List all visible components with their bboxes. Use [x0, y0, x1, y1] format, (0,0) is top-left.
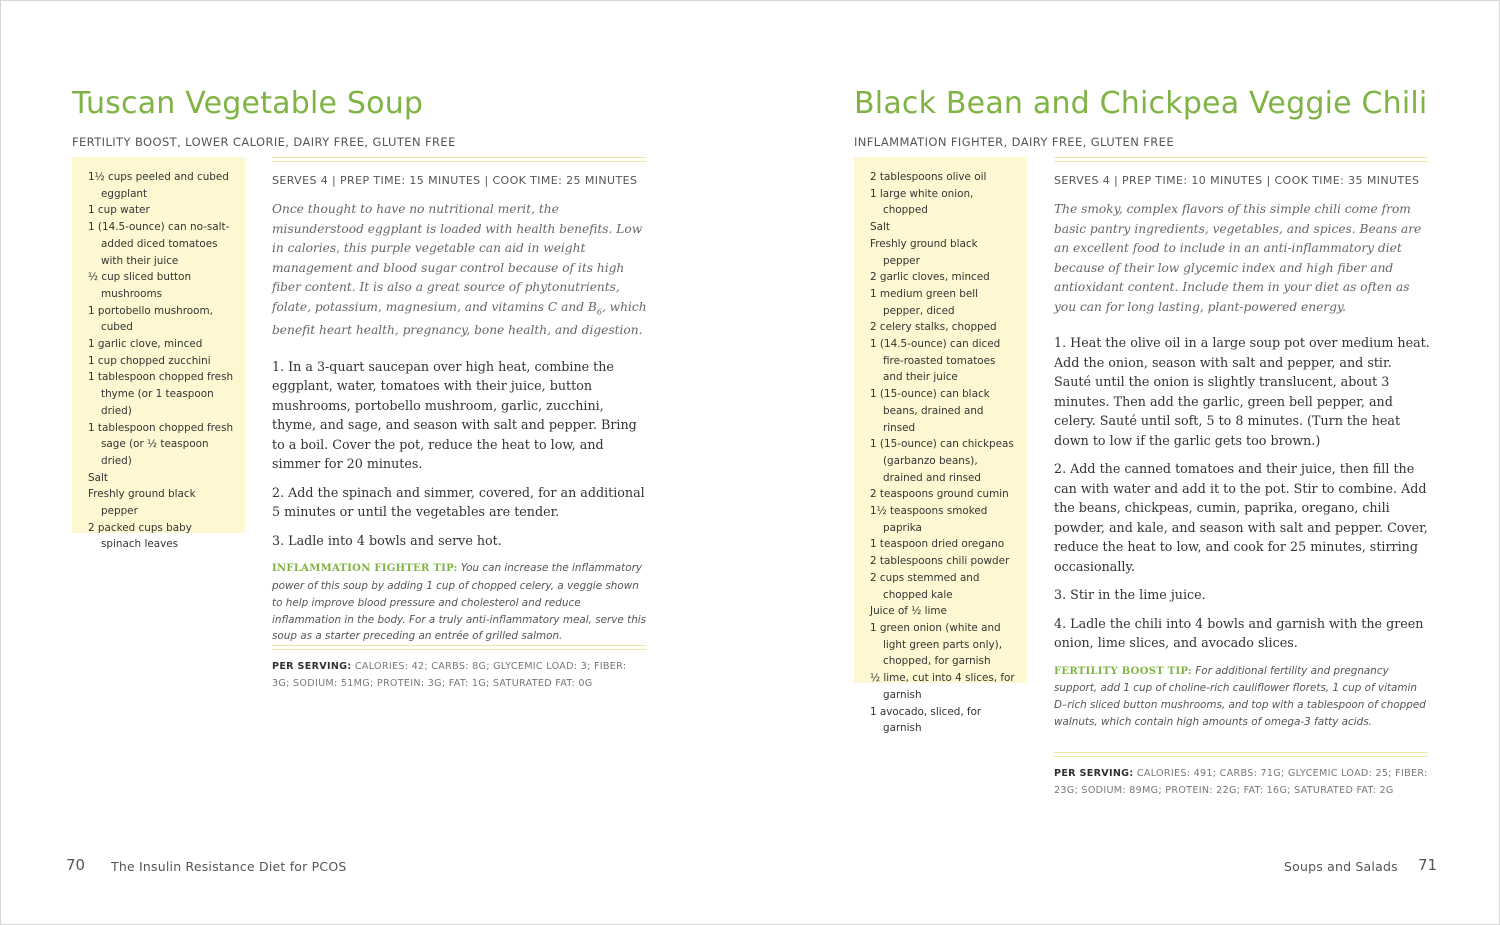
page-number: 71	[1418, 856, 1438, 874]
ingredient-item: 1 portobello mushroom, cubed	[88, 304, 213, 334]
ingredient-item: 1 garlic clove, minced	[88, 338, 203, 351]
nutrition-rule	[1054, 752, 1428, 757]
recipe-tags: FERTILITY BOOST, LOWER CALORIE, DAIRY FREE, GLUTEN FREE	[72, 135, 456, 149]
recipe-step: 2. Add the canned tomatoes and their juice, then fill the can with water and add it to the pot. Stir to combine. Add the beans, chickpeas, cumin, paprika, oregano, chili powder, and kale, and season with salt and pepper. Cover, reduce the heat to low, and cook for 25 minutes, stirring occasionally.	[1054, 461, 1428, 574]
recipe-steps	[1054, 333, 1432, 653]
recipe-tags: INFLAMMATION FIGHTER, DAIRY FREE, GLUTEN FREE	[854, 135, 1174, 149]
top-rule	[1054, 157, 1428, 162]
tip-text: For additional fertility and pregnancy support, add 1 cup of choline-rich cauliflower florets, 1 cup of vitamin D–rich sliced button mushrooms, and top with a tablespoon of chopped walnuts, which contain high amounts of omega-3 fatty acids.	[1054, 664, 1426, 728]
nutrition-info: PER SERVING: CALORIES: 42; CARBS: 8G; GLYCEMIC LOAD: 3; FIBER: 3G; SODIUM: 51MG; PROTEIN: 3G; FAT: 1G; SATURATED FAT: 0G	[272, 661, 627, 689]
recipe-steps	[272, 357, 650, 551]
ingredient-item: 1 cup water	[88, 204, 150, 217]
ingredient-item: 1 (15-ounce) can chickpeas (garbanzo beans), drained and rinsed	[870, 438, 1014, 484]
recipe-step: 1. Heat the olive oil in a large soup pot over medium heat. Add the onion, season with salt and pepper, and stir. Sauté until the onion is slightly translucent, about 3 minutes. Then add the garlic, green bell pepper, and celery. Sauté until soft, 5 to 8 minutes. (Turn the heat down to low if the garlic gets too brown.)	[1054, 335, 1430, 448]
ingredient-item: 2 celery stalks, chopped	[870, 321, 997, 334]
recipe-title: Tuscan Vegetable Soup	[72, 86, 424, 121]
ingredient-item: 1½ cups peeled and cubed eggplant	[88, 171, 229, 200]
recipe-body	[272, 200, 650, 645]
ingredient-item: 1½ teaspoons smoked paprika	[870, 505, 988, 534]
recipe-meta: SERVES 4 | PREP TIME: 10 MINUTES | COOK TIME: 35 MINUTES	[1054, 174, 1420, 187]
recipe-step: 2. Add the spinach and simmer, covered, for an additional 5 minutes or until the vegetables are tender.	[272, 484, 645, 520]
ingredients-box	[72, 157, 245, 551]
ingredient-item: 2 tablespoons chili powder	[870, 555, 1010, 568]
ingredient-item: 2 garlic cloves, minced	[870, 271, 990, 284]
ingredient-item: 1 tablespoon chopped fresh thyme (or 1 teaspoon dried)	[88, 371, 234, 417]
recipe-step: 4. Ladle the chili into 4 bowls and garnish with the green onion, lime slices, and avocado slices.	[1054, 615, 1424, 650]
recipe-body	[1054, 200, 1432, 730]
ingredients-list	[854, 157, 1027, 737]
tip-text: You can increase the inflammatory power of this soup by adding 1 cup of chopped celery, a veggie shown to help improve blood pressure and cholesterol and reduce inflammation in the body. For a truly anti-inflammatory meal, serve this soup as a starter preceding an entrée of grilled salmon.	[272, 562, 647, 643]
recipe-intro: The smoky, complex flavors of this simple chili come from basic pantry ingredients, vegetables, and spices. Beans are an excellent food to include in an anti-inflammatory diet because of their low glycemic index and high fiber and antioxidant content. Include them in your diet as often as you can for long lasting, plant-powered energy.	[1054, 202, 1422, 314]
ingredient-item: Freshly ground black pepper	[88, 488, 196, 518]
ingredient-item: 2 packed cups baby spinach leaves	[88, 521, 192, 551]
tip-label: INFLAMMATION FIGHTER TIP:	[272, 563, 458, 575]
running-head: Soups and Salads	[1284, 859, 1398, 874]
recipe-step: 3. Stir in the lime juice.	[1054, 587, 1206, 602]
nutrition-rule	[272, 645, 646, 650]
ingredient-item: ½ lime, cut into 4 slices, for garnish	[870, 672, 1015, 701]
page-number: 70	[66, 856, 86, 874]
tip	[272, 560, 650, 645]
ingredient-item: 1 (14.5-ounce) can no-salt-added diced tomatoes with their juice	[88, 221, 230, 267]
tip-label: FERTILITY BOOST TIP:	[1054, 665, 1192, 677]
ingredient-item: 1 (14.5-ounce) can diced fire-roasted tomatoes and their juice	[870, 338, 1001, 384]
nutrition-info: PER SERVING: CALORIES: 491; CARBS: 71G; GLYCEMIC LOAD: 25; FIBER: 23G; SODIUM: 89MG; PROTEIN: 22G; FAT: 16G; SATURATED FAT: 2G	[1054, 768, 1428, 796]
ingredient-item: 2 tablespoons olive oil	[870, 171, 987, 183]
ingredient-item: 1 avocado, sliced, for garnish	[870, 705, 982, 735]
ingredient-item: 1 (15-ounce) can black beans, drained and rinsed	[870, 388, 990, 434]
ingredient-item: Salt	[870, 221, 890, 234]
ingredient-item: Freshly ground black pepper	[870, 237, 978, 267]
ingredients-box	[854, 157, 1027, 735]
ingredient-item: 1 tablespoon chopped fresh sage (or ½ teaspoon dried)	[88, 421, 234, 467]
recipe-intro: Once thought to have no nutritional merit, the misunderstood eggplant is loaded with health benefits. Low in calories, this purple vegetable can aid in weight management and blood sugar control because of its high fiber content. It is also a great source of phytonutrients, folate, potassium, magnesium, and vitamins C and $B_6$, which benefit heart health, pregnancy, bone health, and digestion.	[272, 202, 647, 338]
ingredient-item: 1 medium green bell pepper, diced	[870, 287, 978, 317]
top-rule	[272, 157, 646, 162]
ingredient-item: ½ cup sliced button mushrooms	[88, 271, 192, 300]
ingredient-item: 2 teaspoons ground cumin	[870, 488, 1009, 501]
ingredient-item: Salt	[88, 471, 108, 484]
ingredient-item: 1 teaspoon dried oregano	[870, 538, 1005, 551]
ingredient-item: Juice of ½ lime	[870, 605, 947, 618]
ingredient-item: 2 cups stemmed and chopped kale	[870, 571, 980, 601]
ingredient-item: 1 large white onion, chopped	[870, 187, 974, 217]
recipe-title: Black Bean and Chickpea Veggie Chili	[854, 86, 1428, 121]
ingredients-list	[72, 157, 245, 553]
ingredient-item: 1 green onion (white and light green parts only), chopped, for garnish	[870, 621, 1003, 668]
running-head: The Insulin Resistance Diet for PCOS	[111, 859, 347, 874]
tip	[1054, 663, 1432, 731]
recipe-step: 1. In a 3-quart saucepan over high heat, combine the eggplant, water, tomatoes with their juice, button mushrooms, portobello mushroom, garlic, zucchini, thyme, and sage, and season with salt and pepper. Bring to a boil. Cover the pot, reduce the heat to low, and simmer for 20 minutes.	[272, 358, 637, 472]
ingredient-item: 1 cup chopped zucchini	[88, 354, 211, 367]
recipe-meta: SERVES 4 | PREP TIME: 15 MINUTES | COOK TIME: 25 MINUTES	[272, 174, 638, 187]
recipe-step: 3. Ladle into 4 bowls and serve hot.	[272, 532, 502, 548]
